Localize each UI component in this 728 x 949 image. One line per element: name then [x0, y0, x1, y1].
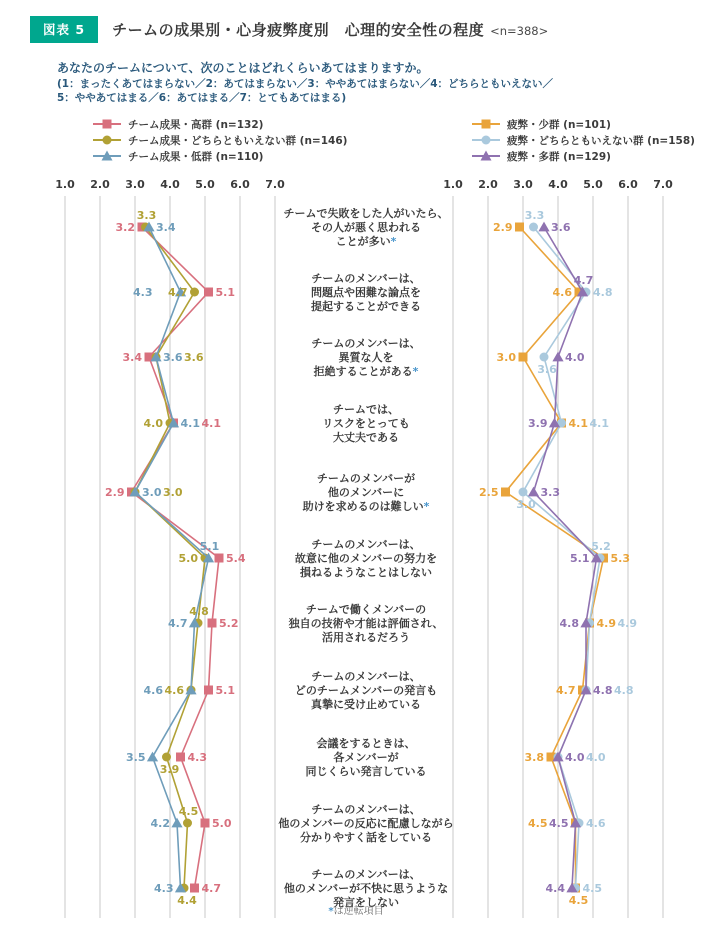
item-label: リスクをとっても	[322, 417, 410, 430]
axis-tick-label: 5.0	[195, 178, 215, 191]
item-label: 他のメンバーの反応に配慮しながら	[278, 817, 454, 830]
axis-tick-label: 1.0	[55, 178, 75, 191]
item-label: 各メンバーが	[333, 751, 399, 764]
survey-question-text: あなたのチームについて、次のことはどれくらいあてはまりますか。	[57, 61, 429, 75]
axis-tick-label: 6.0	[618, 178, 638, 191]
value-label: 4.8	[189, 605, 209, 618]
legend-item-label: 疲弊・少群 (n=101)	[507, 118, 611, 131]
value-label: 4.8	[614, 684, 634, 697]
item-label: 分かりやすく話をしている	[300, 831, 432, 844]
data-point-marker	[515, 223, 524, 232]
value-label: 3.0	[516, 498, 536, 511]
item-label: 助けを求めるのは難しい*	[302, 500, 430, 513]
data-point-marker	[529, 223, 538, 232]
reversed-item-footnote: *は逆転項目	[328, 906, 384, 917]
value-label: 5.1	[199, 540, 220, 553]
item-label: 発言をしない	[333, 896, 399, 909]
value-label: 4.1	[201, 417, 221, 430]
value-label: 5.3	[610, 552, 630, 565]
value-label: 3.3	[540, 486, 560, 499]
value-label: 4.6	[552, 286, 572, 299]
figure-number-badge: 図表 5	[30, 16, 98, 43]
data-point-marker	[162, 753, 171, 762]
item-label: 真摯に受け止めている	[311, 698, 421, 711]
item-label: 他のメンバーが不快に思うような	[283, 882, 449, 895]
value-label: 4.1	[589, 417, 609, 430]
data-point-marker	[215, 554, 224, 563]
item-label: チームのメンバーは、	[311, 272, 421, 285]
item-label: 大丈夫である	[333, 431, 399, 444]
item-label: チームでは、	[333, 403, 399, 416]
data-point-marker	[147, 752, 158, 762]
item-label: 故意に他のメンバーの努力を	[294, 552, 438, 565]
data-point-marker	[540, 353, 549, 362]
value-label: 4.1	[180, 417, 200, 430]
item-label: 会議をするときは、	[316, 737, 416, 750]
value-label: 3.4	[156, 221, 176, 234]
item-label: 拒絶することがある*	[313, 365, 419, 378]
data-point-marker	[190, 884, 199, 893]
value-label: 4.5	[568, 894, 589, 907]
data-point-marker	[501, 488, 510, 497]
item-label: 問題点や困難な論点を	[311, 286, 421, 299]
value-label: 3.2	[115, 221, 135, 234]
data-point-marker	[538, 222, 549, 232]
item-label: チームで失敗をした人がいたら、	[283, 207, 449, 220]
item-label: チームのメンバーは、	[311, 803, 421, 816]
value-label: 4.6	[164, 684, 184, 697]
legend-item-label: 疲弊・どちらともいえない群 (n=158)	[507, 134, 695, 147]
value-label: 2.9	[105, 486, 125, 499]
axis-tick-label: 2.0	[478, 178, 498, 191]
value-label: 4.7	[168, 286, 188, 299]
value-label: 3.3	[136, 209, 157, 222]
value-label: 4.7	[556, 684, 576, 697]
value-label: 2.9	[493, 221, 513, 234]
axis-tick-label: 1.0	[443, 178, 463, 191]
sample-size-label: <n=388>	[490, 24, 549, 38]
value-label: 4.4	[545, 882, 565, 895]
data-point-marker	[552, 352, 563, 362]
value-label: 3.3	[524, 209, 545, 222]
value-label: 3.6	[551, 221, 571, 234]
item-label: チームのメンバーは、	[311, 868, 421, 881]
data-point-marker	[208, 619, 217, 628]
value-label: 4.1	[568, 417, 588, 430]
value-label: 4.9	[596, 617, 616, 630]
data-point-marker	[190, 288, 199, 297]
axis-tick-label: 2.0	[90, 178, 110, 191]
value-label: 5.1	[215, 286, 235, 299]
value-label: 5.2	[219, 617, 239, 630]
value-label: 4.4	[177, 894, 197, 907]
item-label: 独自の技術や才能は評価され、	[288, 617, 444, 630]
value-label: 4.0	[586, 751, 606, 764]
value-label: 3.0	[496, 351, 516, 364]
item-label: チームで働くメンバーの	[305, 603, 427, 616]
value-label: 5.0	[178, 552, 198, 565]
data-point-marker	[183, 819, 192, 828]
item-label: どのチームメンバーの発言も	[294, 684, 438, 697]
axis-tick-label: 4.0	[160, 178, 180, 191]
value-label: 4.0	[565, 751, 585, 764]
value-label: 4.8	[593, 684, 613, 697]
legend-item-label: チーム成果・高群 (n=132)	[128, 118, 264, 131]
value-label: 3.4	[122, 351, 142, 364]
data-point-marker	[519, 488, 528, 497]
value-label: 4.6	[586, 817, 606, 830]
value-label: 3.6	[184, 351, 204, 364]
value-label: 4.8	[593, 286, 613, 299]
value-label: 3.9	[159, 763, 180, 776]
value-label: 5.0	[212, 817, 232, 830]
axis-tick-label: 3.0	[513, 178, 533, 191]
axis-tick-label: 5.0	[583, 178, 603, 191]
item-label: 損ねるようなことはしない	[300, 566, 432, 579]
item-label: ことが多い*	[335, 235, 397, 248]
survey-scale-note-line1: (1：まったくあてはまらない／2：あてはまらない／3：ややあてはまらない／4：どちらともいえない／	[57, 78, 554, 90]
value-label: 4.3	[154, 882, 174, 895]
value-label: 4.5	[582, 882, 602, 895]
data-point-marker	[204, 288, 213, 297]
legend-item-label: 疲弊・多群 (n=129)	[507, 150, 611, 163]
value-label: 4.0	[565, 351, 585, 364]
legend-item-label: チーム成果・どちらともいえない群 (n=146)	[128, 134, 348, 147]
data-point-marker	[201, 819, 210, 828]
data-point-marker	[528, 487, 539, 497]
value-label: 4.7	[168, 617, 188, 630]
legend-item-label: チーム成果・低群 (n=110)	[128, 150, 264, 163]
item-label: その人が悪く思われる	[311, 221, 421, 234]
value-label: 4.8	[559, 617, 579, 630]
data-point-marker	[171, 818, 182, 828]
value-label: 3.5	[126, 751, 146, 764]
item-label: チームのメンバーは、	[311, 538, 421, 551]
value-label: 3.6	[537, 363, 557, 376]
value-label: 3.0	[163, 486, 183, 499]
value-label: 4.6	[143, 684, 163, 697]
value-label: 5.2	[591, 540, 611, 553]
value-label: 4.3	[133, 286, 153, 299]
value-label: 3.6	[163, 351, 183, 364]
figure-title: チームの成果別・心身疲弊度別 心理的安全性の程度	[112, 21, 485, 39]
value-label: 3.8	[524, 751, 544, 764]
value-label: 5.4	[226, 552, 246, 565]
value-label: 4.2	[150, 817, 170, 830]
axis-tick-label: 7.0	[265, 178, 285, 191]
item-label: 活用されるだろう	[322, 631, 410, 644]
item-label: チームのメンバーは、	[311, 337, 421, 350]
data-point-marker	[176, 753, 185, 762]
item-label: 提起することができる	[311, 300, 421, 313]
value-label: 4.5	[178, 805, 199, 818]
value-label: 2.5	[479, 486, 499, 499]
axis-tick-label: 3.0	[125, 178, 145, 191]
item-label: 同じくらい発言している	[305, 765, 427, 778]
value-label: 5.1	[570, 552, 590, 565]
value-label: 3.9	[528, 417, 548, 430]
axis-tick-label: 7.0	[653, 178, 673, 191]
data-point-marker	[204, 686, 213, 695]
value-label: 4.9	[617, 617, 637, 630]
axis-tick-label: 4.0	[548, 178, 568, 191]
item-label: チームのメンバーは、	[311, 670, 421, 683]
item-label: 他のメンバーに	[327, 486, 405, 499]
value-label: 4.7	[201, 882, 221, 895]
value-label: 3.0	[142, 486, 162, 499]
data-point-marker	[519, 353, 528, 362]
value-label: 4.3	[187, 751, 207, 764]
value-label: 4.5	[528, 817, 548, 830]
survey-scale-note-line2: 5：ややあてはまる／6：あてはまる／7：とてもあてはまる)	[57, 92, 347, 104]
value-label: 4.7	[573, 274, 594, 287]
value-label: 4.5	[549, 817, 569, 830]
axis-tick-label: 6.0	[230, 178, 250, 191]
value-label: 5.1	[215, 684, 235, 697]
item-label: 異質な人を	[338, 351, 394, 364]
value-label: 4.0	[143, 417, 163, 430]
item-label: チームのメンバーが	[316, 472, 416, 485]
